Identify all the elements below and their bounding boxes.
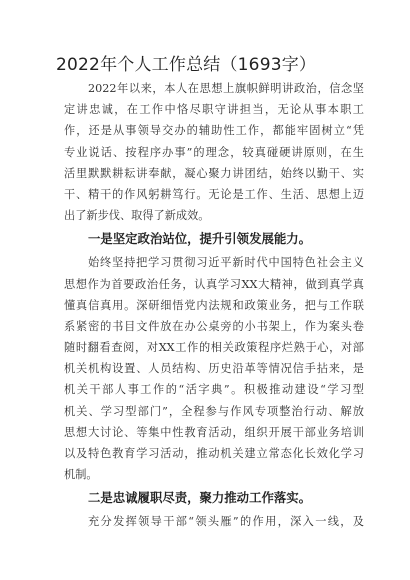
text-line: 出了新步伐、取得了新成效。 bbox=[64, 209, 210, 223]
text-line: 机关干部人事工作的“活字典”。积极推动建设“学习型 bbox=[64, 383, 364, 397]
text-line: 以及特色教育学习活动，推动机关建立常态化长效化学习 bbox=[64, 447, 364, 460]
text-line: 机关、学习型部门”，全程参与作风专项整治行动、解放 bbox=[64, 404, 364, 418]
section-heading: 一是坚定政治站位，提升引领发展能力。 bbox=[88, 231, 312, 247]
text-line: 活里默默耕耘讲奉献，凝心聚力讲团结，始终以勤干、实 bbox=[64, 166, 364, 180]
document-body bbox=[64, 78, 364, 533]
text-line: 2022年以来，本人在思想上旗帜鲜明讲政治，信念坚 bbox=[88, 82, 364, 95]
text-line: 干、精干的作风躬耕笃行。无论是工作、生活、思想上迈 bbox=[64, 187, 364, 201]
paragraph bbox=[64, 511, 364, 532]
text-line: 随时翻看查阅，对XX工作的相关政策程序烂熟于心，对部 bbox=[64, 341, 364, 355]
text-line: 系紧密的书目文件放在办公桌旁的小书架上，作为案头卷 bbox=[64, 319, 364, 333]
paragraph bbox=[64, 252, 364, 485]
text-line: 思想大讨论、等集中性教育活动，组织开展干部业务培训 bbox=[64, 425, 364, 439]
text-line: 充分发挥领导干部“领头雁”的作用，深入一线，及 bbox=[88, 515, 364, 529]
text-line: 专业说话、按程序办事”的理念，较真碰硬讲原则，在生 bbox=[64, 145, 364, 159]
text-line: 机制。 bbox=[64, 468, 98, 482]
text-line: 思想作为首要政治任务，认真学习XX大精神，做到真学真 bbox=[64, 277, 364, 291]
text-line: 机关机构设置、人员结构、历史沿革等情况信手拈来，是 bbox=[64, 362, 364, 376]
text-line: 作，还是从事领导交办的辅助性工作，都能牢固树立“凭 bbox=[64, 124, 364, 138]
text-line: 定讲忠诚，在工作中恪尽职守讲担当，无论从事本职工 bbox=[64, 103, 364, 117]
section-heading: 二是忠诚履职尽责，聚力推动工作落实。 bbox=[88, 490, 312, 506]
document-title: 2022年个人工作总结（1693字） bbox=[56, 55, 317, 75]
text-line: 始终坚持把学习贯彻习近平新时代中国特色社会主义 bbox=[88, 256, 364, 270]
text-line: 懂真信真用。深研细悟党内法规和政策业务，把与工作联 bbox=[64, 298, 364, 312]
paragraph bbox=[64, 78, 364, 226]
